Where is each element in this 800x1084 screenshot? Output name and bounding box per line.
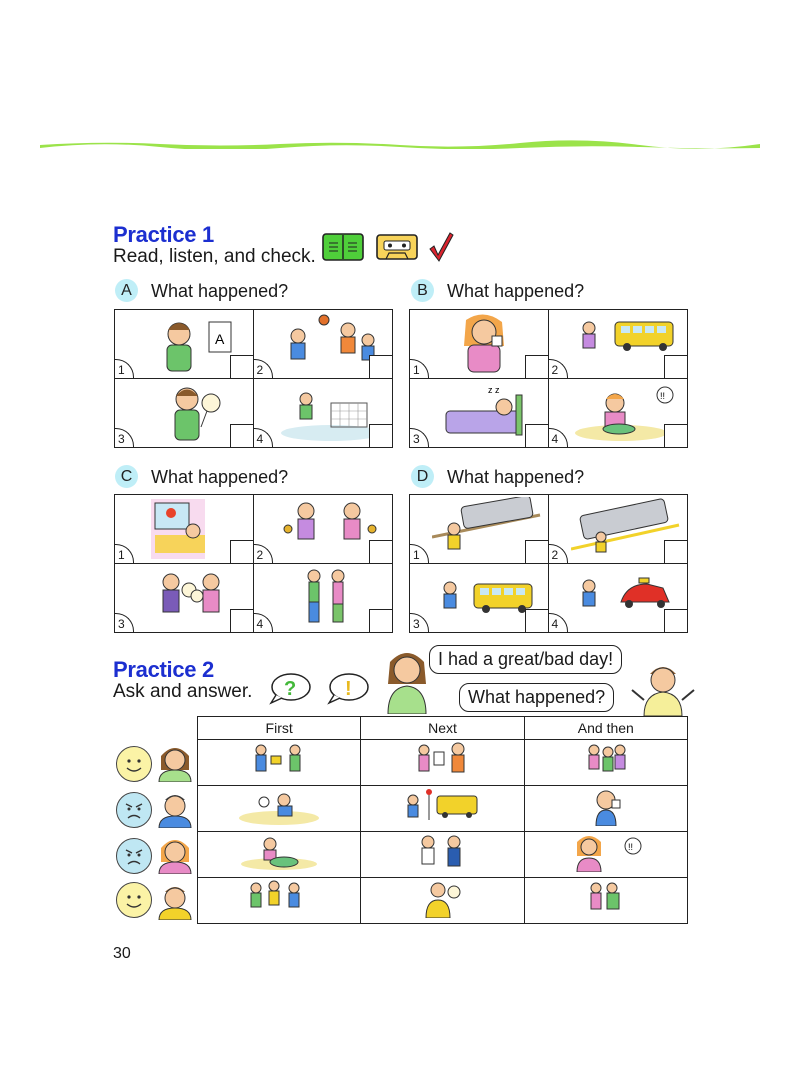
answer-checkbox[interactable] (230, 609, 253, 632)
cell-number: 4 (549, 613, 568, 632)
column-header-first: First (198, 717, 361, 740)
section-a-cell-2 (254, 310, 393, 379)
kids-celebrating-illustration (566, 740, 646, 780)
cell-number: 1 (410, 359, 429, 378)
cell-number: 3 (115, 428, 134, 447)
answer-checkbox[interactable] (369, 540, 392, 563)
section-a-question: What happened? (151, 281, 289, 301)
section-d-question: What happened? (447, 467, 585, 487)
cassette-icon (376, 234, 418, 260)
girl-speaker-avatar (382, 648, 432, 714)
page-number: 30 (113, 945, 131, 962)
answer-checkbox[interactable] (525, 424, 548, 447)
checkmark-icon (428, 231, 454, 263)
section-c-cell-1 (115, 495, 254, 564)
section-b-cell-2 (549, 310, 688, 379)
table-cell (524, 878, 687, 924)
section-a-cell-3 (115, 379, 254, 448)
table-cell (198, 740, 361, 786)
answer-checkbox[interactable] (369, 424, 392, 447)
column-header-and-then: And then (524, 717, 687, 740)
answer-checkbox[interactable] (230, 355, 253, 378)
speech-bubble-boy: What happened? (459, 683, 614, 712)
sequence-table (197, 716, 688, 924)
svg-text:A: A (215, 331, 225, 347)
table-cell (524, 740, 687, 786)
cell-number: 4 (254, 613, 273, 632)
boy-sneezing-illustration (566, 786, 646, 826)
table-cell (361, 786, 524, 832)
section-c-cell-4 (254, 564, 393, 633)
section-c-cell-3 (115, 564, 254, 633)
section-d-cell-3 (410, 564, 549, 633)
answer-checkbox[interactable] (230, 540, 253, 563)
section-a-letter: A (115, 279, 138, 302)
boy-with-cotton-candy-illustration (402, 878, 482, 918)
cell-number: 2 (254, 359, 273, 378)
cell-number: 2 (549, 544, 568, 563)
section-a-cell-1 (115, 310, 254, 379)
girl-avatar (155, 740, 195, 782)
cell-number: 2 (549, 359, 568, 378)
table-row (198, 740, 688, 786)
question-bubble-icon (268, 671, 312, 705)
table-row (198, 878, 688, 924)
cell-number: 1 (115, 544, 134, 563)
boy-avatar (155, 878, 195, 920)
section-b-cell-4 (549, 379, 688, 448)
table-cell (361, 832, 524, 878)
section-d-cell-2 (549, 495, 688, 564)
kids-giving-gift-illustration (239, 740, 319, 780)
kids-hugging-illustration (566, 878, 646, 918)
cell-number: 4 (549, 428, 568, 447)
column-header-next: Next (361, 717, 524, 740)
table-cell (524, 832, 687, 878)
section-b-letter: B (411, 279, 434, 302)
exclamation-bubble-icon (326, 671, 370, 705)
table-cell (198, 786, 361, 832)
answer-checkbox[interactable] (525, 540, 548, 563)
cell-number: 3 (115, 613, 134, 632)
section-c-letter: C (115, 465, 138, 488)
table-row (198, 832, 688, 878)
section-d-letter: D (411, 465, 434, 488)
table-cell (361, 740, 524, 786)
table-cell (198, 832, 361, 878)
table-cell (524, 786, 687, 832)
answer-checkbox[interactable] (664, 355, 687, 378)
section-b-grid (409, 309, 688, 448)
girl-talking-to-police-illustration (402, 832, 482, 872)
cell-number: 1 (410, 544, 429, 563)
practice1-instructions: Read, listen, and check. (113, 246, 316, 267)
section-d-grid (409, 494, 688, 633)
section-c-question: What happened? (151, 467, 289, 487)
svg-text:!!: !! (627, 842, 633, 852)
angry-face-icon (116, 838, 152, 874)
svg-text:?: ? (284, 678, 297, 700)
table-cell (361, 878, 524, 924)
happy-face-icon (116, 882, 152, 918)
section-b-cell-1 (410, 310, 549, 379)
section-c-grid (114, 494, 393, 633)
section-a-grid (114, 309, 393, 448)
girl-worried-illustration (561, 832, 651, 872)
answer-checkbox[interactable] (664, 609, 687, 632)
decorative-stripe (40, 140, 760, 149)
teacher-giving-test-illustration (402, 740, 482, 780)
answer-checkbox[interactable] (664, 424, 687, 447)
speech-bubble-girl: I had a great/bad day! (429, 645, 622, 674)
cell-number: 4 (254, 428, 273, 447)
section-c-cell-2 (254, 495, 393, 564)
answer-checkbox[interactable] (525, 355, 548, 378)
mood-column (113, 740, 197, 924)
boy-speaker-avatar (630, 660, 696, 716)
table-row (198, 786, 688, 832)
angry-face-icon (116, 792, 152, 828)
practice1-title: Practice 1 (113, 222, 214, 247)
section-b-question: What happened? (447, 281, 585, 301)
kids-winning-race-illustration (234, 878, 324, 918)
answer-checkbox[interactable] (525, 609, 548, 632)
section-d-cell-4 (549, 564, 688, 633)
answer-checkbox[interactable] (664, 540, 687, 563)
practice2-instructions: Ask and answer. (113, 681, 253, 702)
section-b-cell-3 (410, 379, 549, 448)
boy-avatar (155, 786, 195, 828)
section-a-cell-4 (254, 379, 393, 448)
table-cell (198, 878, 361, 924)
cell-number: 3 (410, 613, 429, 632)
cell-number: 1 (115, 359, 134, 378)
svg-text:!: ! (345, 678, 352, 700)
cell-number: 3 (410, 428, 429, 447)
girl-avatar (155, 832, 195, 874)
section-d-cell-1 (410, 495, 549, 564)
happy-face-icon (116, 746, 152, 782)
girl-lost-bag-illustration (234, 832, 324, 872)
boy-waking-up-late-illustration (234, 786, 324, 826)
practice2-title: Practice 2 (113, 657, 214, 682)
cell-number: 2 (254, 544, 273, 563)
svg-text:z z: z z (488, 384, 500, 395)
answer-checkbox[interactable] (230, 424, 253, 447)
svg-text:!!: !! (659, 390, 665, 401)
book-icon (322, 233, 364, 261)
table-header-row (198, 717, 688, 740)
boy-missing-bus-illustration (397, 786, 487, 826)
answer-checkbox[interactable] (369, 355, 392, 378)
answer-checkbox[interactable] (369, 609, 392, 632)
